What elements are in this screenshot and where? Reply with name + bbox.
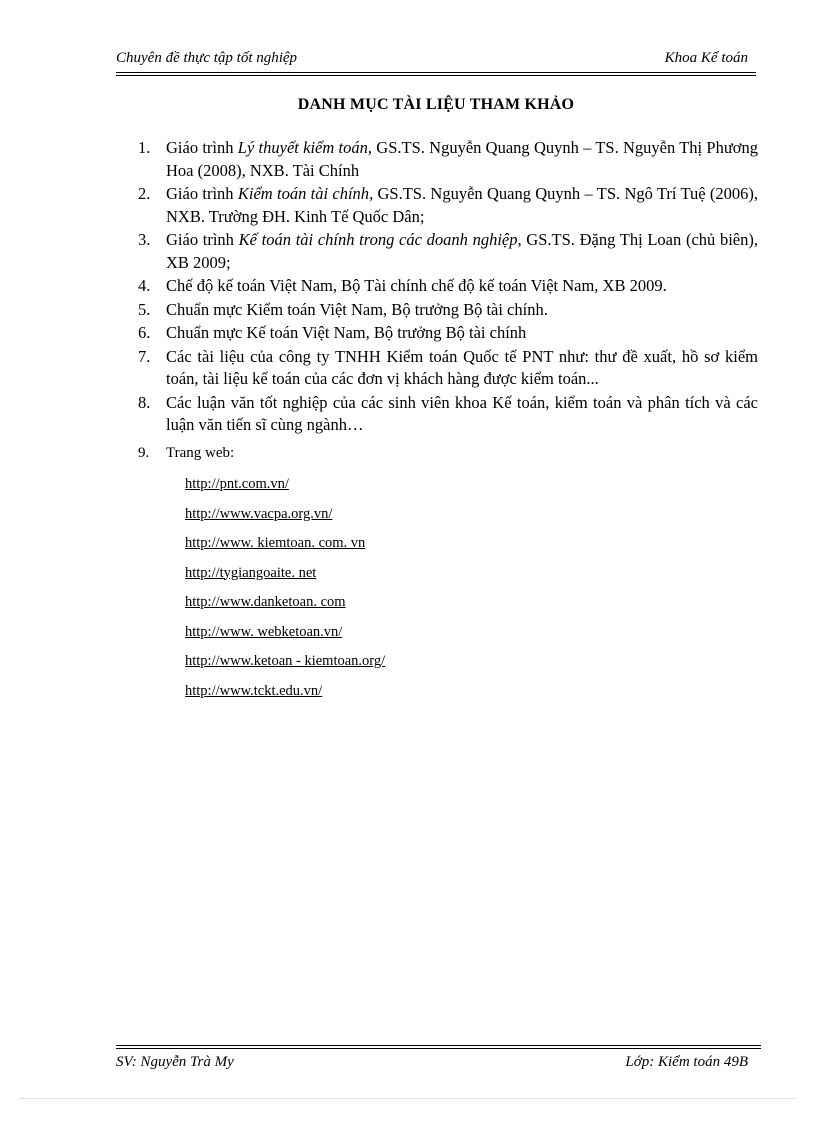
page-footer [116,1048,761,1077]
reference-number: 6. [138,323,151,342]
reference-text-part: Giáo trình [166,230,239,249]
reference-text [166,229,758,274]
web-references-heading [138,445,234,462]
reference-number: 4. [138,276,151,295]
reference-number: 5. [138,299,151,319]
reference-text: Chuẩn mực Kế toán Việt Nam, Bộ trưởng Bộ tài chính [166,323,527,342]
web-link[interactable]: http://www. webketoan.vn/ [185,623,343,640]
reference-text-part: , GS.TS. Đặng Thị Loan (chủ biên), XB 2009; [166,230,759,272]
web-link[interactable]: http://www. kiemtoan. com. vn [185,535,366,551]
reference-number: 1. [138,138,151,157]
web-link[interactable]: http://www.ketoan - kiemtoan.org/ [185,653,386,669]
web-link[interactable]: http://www.danketoan. com [185,594,346,610]
reference-book-title: Lý thuyết kiểm toán [237,138,368,157]
reference-text: Chế độ kế toán Việt Nam, Bộ Tài chính chế độ kế toán Việt Nam, XB 2009. [166,276,667,295]
reference-text-part: , GS.TS. Nguyễn Quang Quynh – TS. Nguyễn Thị Phương Hoa (2008), NXB. Tài Chính [166,138,758,180]
reference-book-title: Kế toán tài chính trong các doanh nghiệp [238,230,518,249]
reference-text-part: , GS.TS. Nguyễn Quang Quynh – TS. Ngô Trí Tuệ (2006), NXB. Trường ĐH. Kinh Tế Quốc Dân; [166,184,758,226]
reference-text: Các tài liệu của công ty TNHH Kiểm toán Quốc tế PNT như: thư đề xuất, hồ sơ kiểm toán, tài liệu kế toán của các đơn vị khách hàng được kiểm toán... [166,346,758,388]
web-link[interactable]: http://tygiangoaite. net [185,564,317,581]
reference-item [138,346,758,391]
reference-text [166,137,758,182]
page-header [116,48,756,73]
page-bottom-divider [20,1098,796,1099]
reference-item [138,183,758,228]
reference-item [138,322,758,345]
reference-number: 3. [138,230,151,249]
reference-text [166,183,758,228]
reference-text: Chuẩn mực Kiểm toán Việt Nam, Bộ trưởng Bộ tài chính. [166,299,548,319]
reference-number: 8. [138,392,151,412]
web-link[interactable]: http://pnt.com.vn/ [185,476,289,492]
reference-text: Các luận văn tốt nghiệp của các sinh viên khoa Kế toán, kiểm toán và phân tích và các luận văn tiến sĩ cùng ngành… [166,392,758,434]
reference-number: 9. [138,445,150,461]
header-faculty: Khoa Kế toán [664,50,748,66]
reference-list [138,137,758,438]
header-document-type: Chuyên đề thực tập tốt nghiệp [116,50,298,66]
reference-number: 2. [138,184,151,203]
web-link[interactable]: http://www.vacpa.org.vn/ [185,505,333,522]
reference-text-part: Giáo trình [166,184,238,203]
web-link[interactable]: http://www.tckt.edu.vn/ [185,682,323,699]
reference-number: 7. [138,346,151,366]
footer-student: SV: Nguyễn Trà My [116,1054,234,1070]
reference-item [138,299,758,322]
web-link-list [185,474,385,710]
reference-text-part: Giáo trình [166,138,238,157]
reference-item [138,229,758,274]
page-title: DANH MỤC TÀI LIỆU THAM KHẢO [297,96,575,113]
reference-item [138,392,758,437]
reference-item [138,137,758,182]
reference-book-title: Kiểm toán tài chính [237,184,370,203]
footer-class: Lớp: Kiểm toán 49B [625,1054,748,1070]
web-references-label: Trang web: [166,445,235,461]
reference-item [138,275,758,298]
